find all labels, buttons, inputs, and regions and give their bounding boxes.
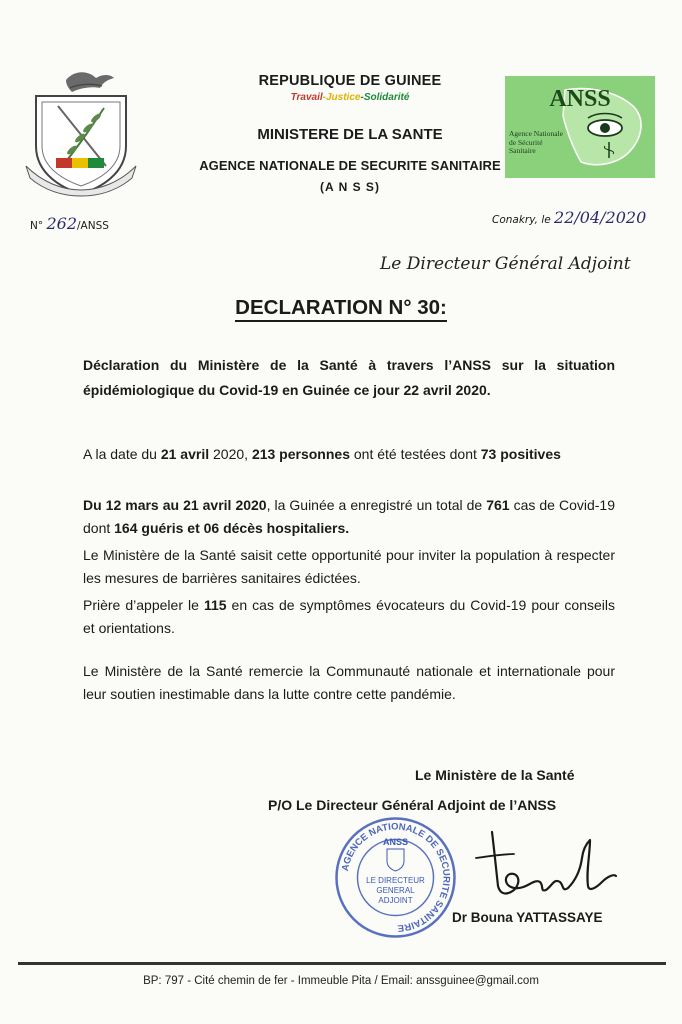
sender-title: Le Directeur Général Adjoint bbox=[380, 254, 631, 274]
text-run: en cas de symptômes évocateurs du Covid-19 pour conseils et orientations. bbox=[83, 597, 615, 636]
declaration-title-text: DECLARATION N° 30: bbox=[235, 296, 447, 322]
stamp-center-line-1: LE DIRECTEUR bbox=[366, 876, 425, 885]
motto-part-2: Justice bbox=[326, 92, 361, 103]
signature-ministry: Le Ministère de la Santé bbox=[415, 767, 575, 783]
bold-run: 761 bbox=[486, 497, 510, 513]
hotline-number: 115 bbox=[203, 597, 227, 613]
text-run: A la date du bbox=[83, 446, 161, 462]
anss-logo bbox=[505, 76, 655, 178]
date-prefix: Conakry, le bbox=[492, 214, 551, 226]
bold-run: Du 12 mars au 21 avril 2020 bbox=[83, 497, 267, 513]
thanks-paragraph: Le Ministère de la Santé remercie la Communauté nationale et internationale pour leur soutien inestimable dans la lutte contre cette pandémie. bbox=[83, 663, 615, 702]
reference-suffix: /ANSS bbox=[77, 220, 109, 232]
text-run: ont été testées dont bbox=[350, 446, 481, 462]
footer-divider bbox=[18, 962, 666, 965]
hotline-paragraph bbox=[83, 594, 615, 640]
text-run: cas de Covid-19 dont bbox=[83, 497, 615, 536]
official-stamp bbox=[333, 815, 458, 940]
signatory-name: Dr Bouna YATTASSAYE bbox=[452, 910, 603, 925]
stamp-ring-text: AGENCE NATIONALE DE SECURITE SANITAIRE bbox=[339, 821, 452, 934]
handwritten-signature bbox=[470, 828, 620, 903]
reference-number bbox=[30, 214, 109, 233]
footer-address: BP: 797 - Cité chemin de fer - Immeuble Pita / Email: anssguinee@gmail.com bbox=[143, 975, 539, 987]
measures-paragraph: Le Ministère de la Santé saisit cette opportunité pour inviter la population à respecter les mesures de barrières sanitaires édictées. bbox=[83, 547, 615, 586]
date-handwritten-value: 22/04/2020 bbox=[554, 208, 647, 227]
tests-paragraph bbox=[83, 443, 615, 466]
agency-acronym: (A N S S) bbox=[320, 180, 380, 194]
motto-separator: - bbox=[322, 92, 326, 103]
logo-title: ANSS bbox=[549, 86, 611, 112]
text-run: , la Guinée a enregistré un total de bbox=[266, 497, 487, 513]
stamp-top-text: ANSS bbox=[382, 837, 409, 847]
bold-run: 21 avril bbox=[160, 446, 210, 462]
text-run: Prière d’appeler le bbox=[83, 597, 204, 613]
ministry-title: MINISTERE DE LA SANTE bbox=[257, 126, 443, 143]
stamp-center-line-2: GENERAL bbox=[376, 886, 415, 895]
agency-title: AGENCE NATIONALE DE SECURITE SANITAIRE bbox=[199, 158, 501, 173]
reference-handwritten-number: 262 bbox=[46, 214, 77, 233]
stamp-emblem-icon bbox=[387, 849, 404, 871]
bold-run: 73 positives bbox=[480, 446, 561, 462]
document-date bbox=[492, 208, 646, 227]
motto-part-3: Solidarité bbox=[363, 92, 410, 103]
republic-title: REPUBLIQUE DE GUINEE bbox=[258, 73, 442, 89]
logo-subtitle: Agence Nationale de Sécurité Sanitaire bbox=[509, 130, 563, 155]
stamp-center-line-3: ADJOINT bbox=[378, 896, 413, 905]
motto-part-1: Travail bbox=[290, 92, 323, 103]
totals-paragraph bbox=[83, 494, 615, 540]
intro-paragraph: Déclaration du Ministère de la Santé à travers l’ANSS sur la situation épidémiologique du Covid-19 en Guinée ce jour 22 avril 2020. bbox=[83, 357, 615, 398]
bold-run: 213 personnes bbox=[251, 446, 350, 462]
bold-run: 164 guéris et 06 décès hospitaliers. bbox=[114, 520, 350, 536]
guinea-coat-of-arms-icon bbox=[22, 66, 140, 198]
motto-separator: - bbox=[360, 92, 364, 103]
declaration-title bbox=[0, 296, 682, 320]
reference-prefix: N° bbox=[30, 220, 44, 232]
national-motto bbox=[160, 92, 540, 103]
signature-on-behalf: P/O Le Directeur Général Adjoint de l’ANSS bbox=[268, 797, 557, 813]
text-run: 2020, bbox=[209, 446, 252, 462]
